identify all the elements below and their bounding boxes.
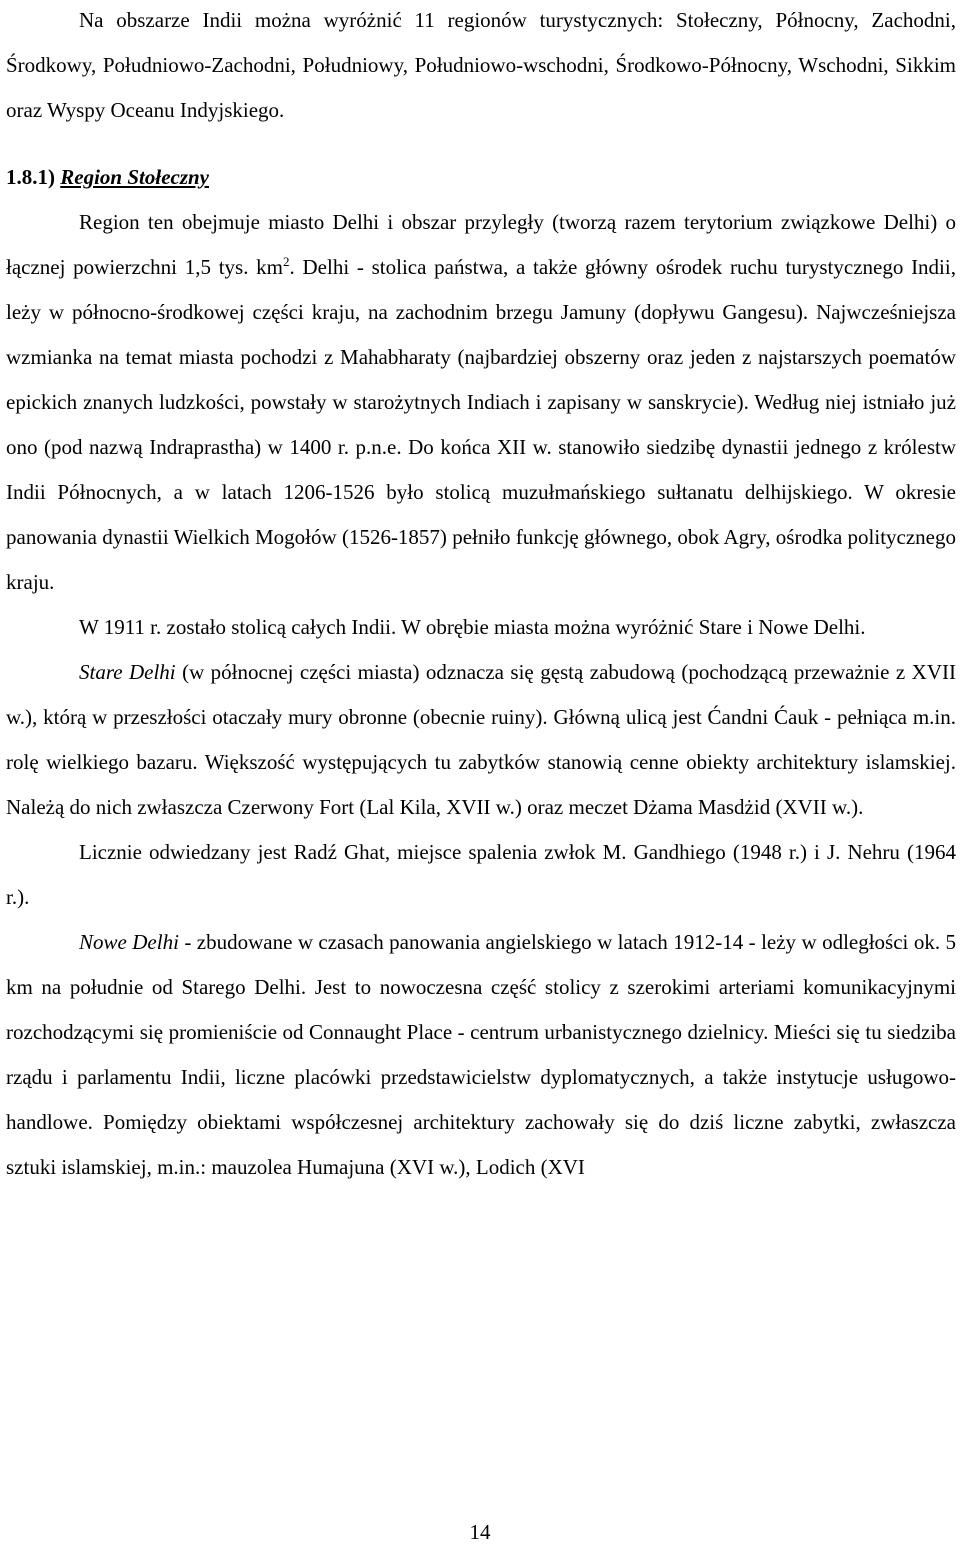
paragraph-history-text-2: . Delhi - stolica państwa, a także główny ośrodek ruchu turystycznego Indii, leży w północno-środkowej części kraju, na zachodnim brzegu Jamuny (dopływu Gangesu). Najwcześniejsza wzmianka na temat miasta pochodzi z Mahabharaty (najbardziej obszerny oraz jeden z najstarszych poematów epickich znanych ludzkości, powstały w starożytnych Indiach i zapisany w sanskrycie). Według niej istniało już ono (pod nazwą Indraprastha) w 1400 r. p.n.e. Do końca XII w. stanowiło siedzibę dynastii jednego z królestw Indii Północnych, a w latach 1206-1526 było stolicą muzułmańskiego sułtanatu delhijskiego. W okresie panowania dynastii Wielkich Mogołów (1526-1857) pełniło funkcję głównego, obok Agry, ośrodka politycznego kraju. — [6, 255, 956, 594]
document-page — [6, 0, 956, 1190]
paragraph-new-delhi — [6, 920, 956, 1190]
paragraph-history-text-1: Region ten obejmuje miasto Delhi i obszar przyległy (tworzą razem terytorium związkowe Delhi) o łącznej powierzchni 1,5 tys. km — [6, 210, 956, 279]
paragraph-old-delhi-text: (w północnej części miasta) odznacza się gęstą zabudową (pochodzącą przeważnie z XVII w.), którą w przeszłości otaczały mury obronne (obecnie ruiny). Główną ulicą jest Ćandni Ćauk - pełniąca m.in. rolę wielkiego bazaru. Większość występujących tu zabytków stanowią cenne obiekty architektury islamskiej. Należą do nich zwłaszcza Czerwony Fort (Lal Kila, XVII w.) oraz meczet Dżama Masdżid (XVII w.). — [6, 660, 956, 819]
intro-paragraph — [6, 0, 956, 133]
paragraph-new-delhi-text: - zbudowane w czasach panowania angielskiego w latach 1912-14 - leży w odległości ok. 5 km na południe od Starego Delhi. Jest to nowoczesna część stolicy z szerokimi arteriami komunikacyjnymi rozchodzącymi się promieniście od Connaught Place - centrum urbanistycznego dzielnicy. Mieści się tu siedziba rządu i parlamentu Indii, liczne placówki przedstawicielstw dyplomatycznych, a także instytucje usługowo-handlowe. Pomiędzy obiektami współczesnej architektury zachowały się do dziś liczne zabytki, zwłaszcza sztuki islamskiej, m.in.: mauzolea Humajuna (XVI w.), Lodich (XVI — [6, 930, 956, 1179]
paragraph-raj-ghat — [6, 830, 956, 920]
page-number: 14 — [469, 1520, 491, 1544]
term-new-delhi: Nowe Delhi — [79, 930, 179, 954]
paragraph-raj-ghat-text: Licznie odwiedzany jest Radź Ghat, miejsce spalenia zwłok M. Gandhiego (1948 r.) i J. Nehru (1964 r.). — [6, 840, 956, 909]
section-heading — [6, 155, 956, 200]
paragraph-old-delhi — [6, 650, 956, 830]
superscript-2: 2 — [283, 254, 290, 269]
paragraph-capital-text: W 1911 r. zostało stolicą całych Indii. W obrębie miasta można wyróżnić Stare i Nowe Delhi. — [79, 615, 866, 639]
term-old-delhi: Stare Delhi — [79, 660, 176, 684]
spacer — [6, 133, 956, 155]
paragraph-capital — [6, 605, 956, 650]
intro-text: Na obszarze Indii można wyróżnić 11 regionów turystycznych: Stołeczny, Północny, Zachodni, Środkowy, Południowo-Zachodni, Południowy, Południowo-wschodni, Środkowo-Północny, Wschodni, Sikkim oraz Wyspy Oceanu Indyjskiego. — [6, 8, 956, 122]
section-number: 1.8.1) — [6, 165, 55, 189]
section-title: Region Stołeczny — [60, 165, 210, 189]
paragraph-history — [6, 200, 956, 605]
